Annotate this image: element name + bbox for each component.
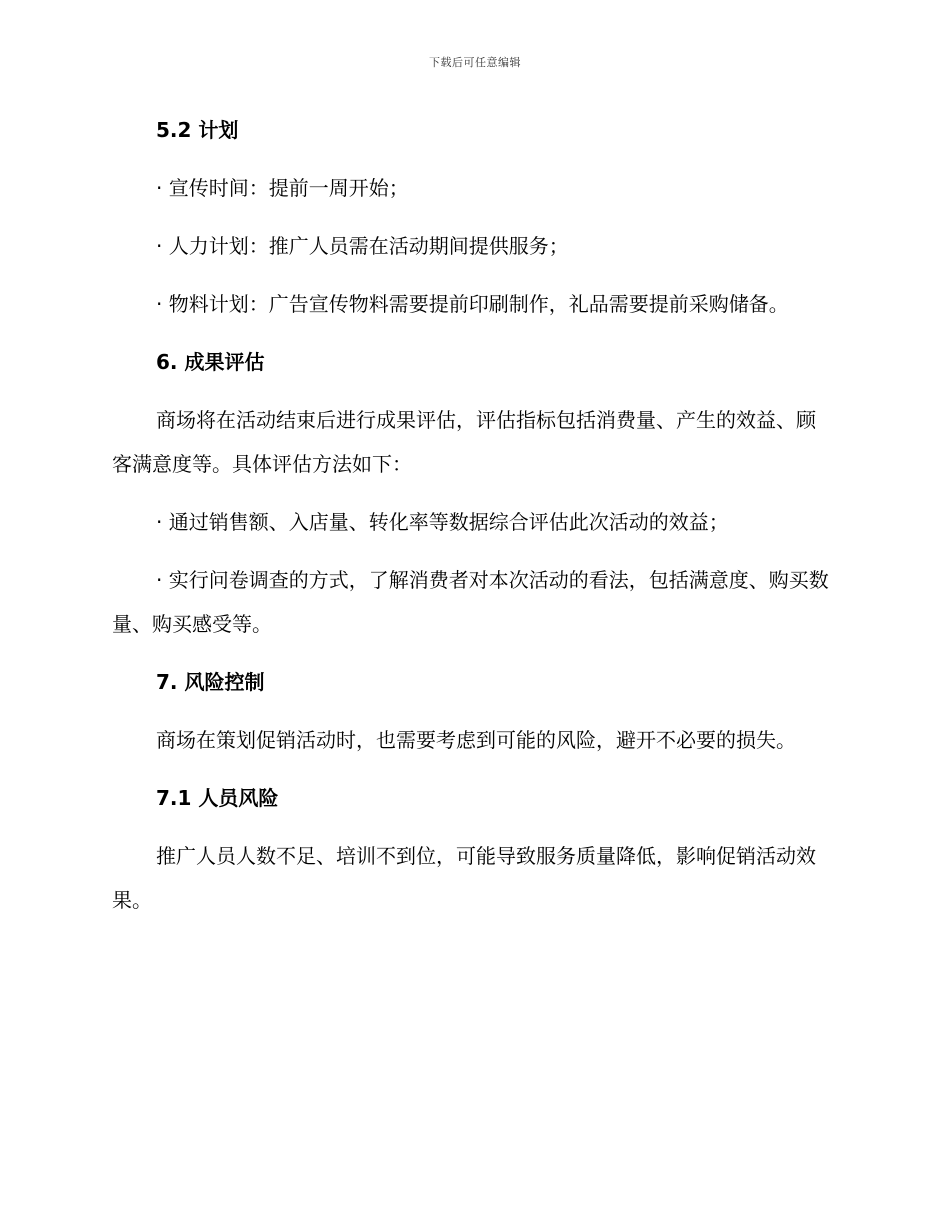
paragraph-risk-intro: 商场在策划促销活动时，也需要考虑到可能的风险，避开不必要的损失。 xyxy=(156,728,796,752)
bullet-materials-plan: · 物料计划：广告宣传物料需要提前印刷制作，礼品需要提前采购储备。 xyxy=(156,292,789,316)
paragraph-staff-risk: 推广人员人数不足、培训不到位，可能导致服务质量降低，影响促销活动效果。 xyxy=(112,844,816,912)
header-note: 下载后可任意编辑 xyxy=(429,56,521,69)
document-body xyxy=(112,108,832,936)
bullet-staffing-plan: · 人力计划：推广人员需在活动期间提供服务； xyxy=(156,234,569,258)
section-heading-7-1: 7.1 人员风险 xyxy=(156,786,279,810)
section-heading-5-2: 5.2 计划 xyxy=(156,118,239,142)
bullet-survey-evaluation: · 实行问卷调查的方式，了解消费者对本次活动的看法，包括满意度、购买数量、购买感受等。 xyxy=(112,568,829,636)
bullet-publicity-time: · 宣传时间：提前一周开始； xyxy=(156,176,409,200)
section-heading-6: 6. 成果评估 xyxy=(156,350,265,374)
bullet-sales-data-evaluation: · 通过销售额、入店量、转化率等数据综合评估此次活动的效益； xyxy=(156,510,729,534)
section-heading-7: 7. 风险控制 xyxy=(156,670,265,694)
paragraph-evaluation-intro: 商场将在活动结束后进行成果评估，评估指标包括消费量、产生的效益、顾客满意度等。具体评估方法如下： xyxy=(112,408,816,476)
